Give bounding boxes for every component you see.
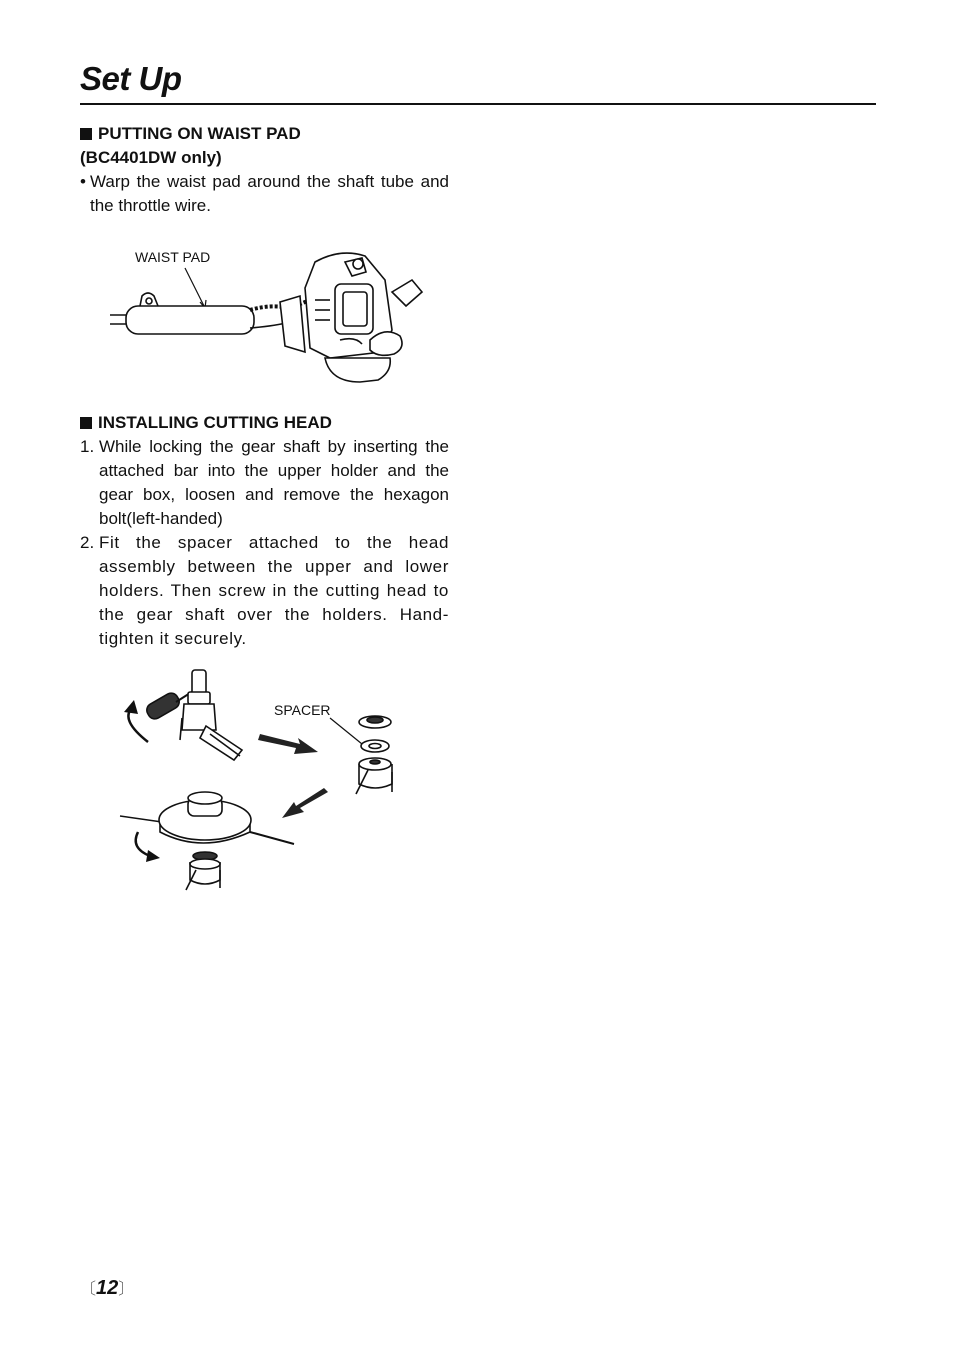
arrow-right-icon [258, 734, 318, 754]
step-item [80, 435, 449, 531]
page-number-value: 12 [96, 1277, 119, 1299]
heading-text: PUTTING ON WAIST PAD [98, 124, 301, 143]
square-bullet-icon [80, 417, 92, 429]
cutting-head-figure [110, 660, 410, 900]
section-heading-waist-pad [80, 122, 301, 146]
heading-text: INSTALLING CUTTING HEAD [98, 413, 332, 432]
bullet-item [80, 170, 449, 218]
rotate-arrow-icon [128, 708, 148, 742]
page-number [80, 1276, 134, 1300]
step-number: 1. [80, 437, 95, 456]
spacer-leader-line [330, 718, 362, 744]
title-rule [80, 103, 876, 105]
step-text: Fit the spacer attached to the head assembly between the upper and lower holders. Then screw in the cutting head to the gear shaft over the holders. Hand-tighten it securely. [99, 533, 449, 648]
spacer-stack [356, 716, 392, 794]
screwdriver-and-gearbox [144, 670, 242, 760]
waist-pad-label: WAIST PAD [135, 249, 211, 265]
cutting-head-steps [80, 435, 449, 651]
cutting-head-disc [120, 792, 294, 890]
waist-pad-figure [100, 240, 440, 390]
bracket-right: 〕 [118, 1281, 135, 1298]
step-text: While locking the gear shaft by inserting the attached bar into the upper holder and the gear box, loosen and remove the hexagon bolt(left-handed) [99, 437, 449, 528]
section-subheading-model: (BC4401DW only) [80, 148, 222, 167]
waist-pad-instruction [80, 170, 449, 218]
bracket-left: 〔 [80, 1281, 97, 1298]
page-title: Set Up [80, 60, 182, 97]
square-bullet-icon [80, 128, 92, 140]
step-number: 2. [80, 533, 95, 552]
waist-pad-leader-line [185, 268, 205, 308]
engine-unit [280, 253, 422, 382]
arrow-down-left-icon [282, 788, 328, 818]
section-heading-cutting-head [80, 411, 332, 435]
bullet-mark: • [80, 172, 86, 191]
step-item [80, 531, 449, 651]
spacer-label: SPACER [274, 702, 331, 718]
bullet-text: Warp the waist pad around the shaft tube and the throttle wire. [90, 172, 449, 215]
